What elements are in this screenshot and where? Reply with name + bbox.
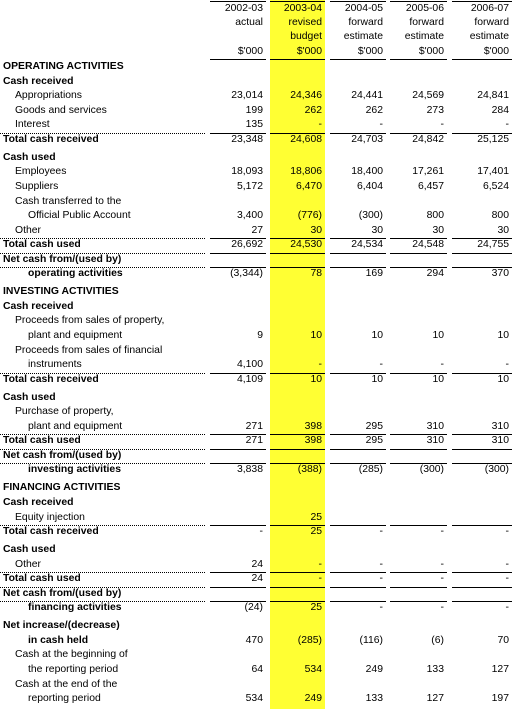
cell-col-0: 27: [251, 224, 263, 236]
cell-col-1: 25: [310, 526, 322, 538]
table-row: [0, 151, 514, 166]
row-label: Suppliers: [15, 180, 59, 192]
cell-col-0: 199: [245, 104, 263, 116]
row-label: in cash held: [28, 634, 89, 646]
cell-col-0: 534: [245, 693, 263, 705]
cell-col-3: -: [440, 558, 444, 570]
cell-col-4: 310: [491, 435, 509, 447]
subtotal-rule: [270, 525, 325, 526]
subtotal-rule: [452, 572, 512, 573]
table-row: [0, 420, 514, 435]
header-line3-col-4: estimate: [469, 31, 509, 42]
subtotal-rule: [330, 449, 386, 450]
row-label: the reporting period: [28, 664, 119, 675]
cell-col-1: 10: [310, 329, 322, 341]
cell-col-0: 5,172: [236, 180, 263, 192]
header-units-col-4: $'000: [483, 46, 509, 57]
row-label: Cash used: [3, 544, 56, 556]
cell-col-0: 23,014: [231, 90, 263, 102]
cell-col-2: 24,441: [351, 90, 383, 102]
row-label: plant and equipment: [28, 329, 123, 341]
cell-col-3: 800: [426, 210, 444, 221]
cell-col-3: 127: [426, 693, 444, 705]
subtotal-rule: [452, 434, 512, 435]
table-row: [0, 314, 514, 329]
cell-col-3: 133: [426, 664, 444, 675]
row-label: FINANCING ACTIVITIES: [3, 482, 121, 494]
header-line2-col-4: forward: [474, 17, 509, 28]
subtotal-rule: [452, 463, 512, 464]
header-years-col-3: 2005-06: [405, 3, 444, 14]
cell-col-1: 25: [310, 511, 322, 523]
subtotal-rule: [330, 434, 386, 435]
row-label: Cash received: [3, 497, 74, 508]
header-units-col-1: $'000: [296, 46, 322, 57]
cell-col-1: -: [318, 558, 322, 570]
row-label: Total cash used: [3, 239, 81, 251]
cell-col-2: -: [379, 573, 383, 585]
cell-col-1: (388): [297, 464, 322, 476]
table-row: [0, 195, 514, 210]
row-label: Other: [15, 558, 41, 570]
table-row: [0, 180, 514, 195]
cell-col-3: 24,842: [412, 133, 444, 145]
cell-col-2: 6,404: [356, 180, 383, 192]
subtotal-rule: [452, 601, 512, 602]
row-label: Cash at the beginning of: [15, 649, 128, 661]
row-label: Cash at the end of the: [15, 678, 118, 690]
cell-col-1: 398: [304, 420, 322, 432]
table-row: [0, 267, 514, 282]
subtotal-rule: [210, 601, 266, 602]
subtotal-rule: [270, 267, 325, 268]
subtotal-rule: [270, 253, 325, 254]
cell-col-0: -: [259, 526, 263, 538]
cell-col-3: (6): [431, 634, 444, 646]
subtotal-rule: [270, 133, 325, 134]
subtotal-rule-label: [0, 267, 205, 268]
cell-col-2: (285): [358, 464, 383, 476]
row-label: Official Public Account: [28, 210, 131, 221]
cell-col-1: 534: [304, 664, 322, 675]
cell-col-1: -: [318, 119, 322, 131]
row-label: operating activities: [28, 268, 123, 280]
row-label: Net cash from/(used by): [3, 253, 122, 265]
cell-col-1: (776): [297, 210, 322, 221]
cell-col-4: -: [505, 359, 509, 370]
subtotal-rule-label: [0, 133, 205, 134]
table-row: [0, 60, 514, 75]
header-units-col-0: $'000: [237, 46, 263, 57]
cell-col-2: 24,703: [351, 133, 383, 145]
header-line2-col-3: forward: [409, 17, 444, 28]
cell-col-3: 30: [432, 224, 444, 236]
subtotal-rule: [452, 238, 512, 239]
subtotal-rule: [330, 463, 386, 464]
subtotal-rule-label: [0, 434, 205, 435]
subtotal-rule: [270, 434, 325, 435]
subtotal-rule-label: [0, 449, 205, 450]
subtotal-rule-label: [0, 601, 205, 602]
table-row: [0, 587, 514, 602]
subtotal-rule: [390, 373, 447, 374]
row-label: reporting period: [28, 693, 101, 705]
table-row: [0, 481, 514, 496]
subtotal-rule: [330, 238, 386, 239]
cell-col-4: -: [505, 602, 509, 614]
cell-col-0: 135: [245, 119, 263, 131]
cell-col-1: 25: [310, 602, 322, 614]
header-line3-col-1: budget: [290, 31, 322, 42]
cell-col-4: -: [505, 558, 509, 570]
cell-col-4: (300): [484, 464, 509, 476]
table-row: [0, 692, 514, 707]
cell-col-2: 10: [371, 373, 383, 385]
cell-col-3: 273: [426, 104, 444, 116]
cell-col-3: 10: [432, 329, 444, 341]
subtotal-rule-label: [0, 572, 205, 573]
table-row: [0, 511, 514, 526]
header-years-col-4: 2006-07: [470, 3, 509, 14]
cell-col-2: -: [379, 359, 383, 370]
subtotal-rule: [452, 267, 512, 268]
row-label: Net cash from/(used by): [3, 587, 122, 599]
cell-col-2: (300): [358, 210, 383, 221]
row-label: plant and equipment: [28, 420, 123, 432]
table-row: [0, 634, 514, 649]
table-row: [0, 75, 514, 90]
subtotal-rule: [210, 525, 266, 526]
row-label: Cash used: [3, 151, 56, 163]
cell-col-2: 249: [365, 664, 383, 675]
table-row: [0, 558, 514, 573]
cell-col-4: -: [505, 573, 509, 585]
table-row: [0, 285, 514, 300]
table-row: [0, 434, 514, 449]
subtotal-rule: [270, 373, 325, 374]
cell-col-0: 64: [251, 664, 263, 675]
cell-col-1: 78: [310, 268, 322, 280]
row-label: OPERATING ACTIVITIES: [3, 61, 124, 72]
subtotal-rule: [452, 525, 512, 526]
subtotal-rule-label: [0, 373, 205, 374]
table-row: [0, 648, 514, 663]
cell-col-4: 17,401: [477, 166, 509, 178]
row-label: Proceeds from sales of financial: [15, 344, 163, 356]
row-label: instruments: [28, 359, 82, 370]
table-row: [0, 449, 514, 464]
cell-col-4: 24,841: [477, 90, 509, 102]
cell-col-3: -: [440, 119, 444, 131]
header-line2-col-2: forward: [348, 17, 383, 28]
row-label: financing activities: [28, 602, 122, 614]
subtotal-rule: [210, 463, 266, 464]
subtotal-rule: [390, 601, 447, 602]
subtotal-rule: [390, 525, 447, 526]
subtotal-rule: [390, 238, 447, 239]
cell-col-2: 24,534: [351, 239, 383, 251]
subtotal-rule: [452, 373, 512, 374]
subtotal-rule: [390, 434, 447, 435]
cell-col-3: (300): [419, 464, 444, 476]
row-label: Total cash used: [3, 573, 81, 585]
subtotal-rule: [210, 572, 266, 573]
subtotal-rule: [270, 601, 325, 602]
cell-col-4: 6,524: [482, 180, 509, 192]
cell-col-2: -: [379, 119, 383, 131]
header-top-rule: [270, 1, 325, 2]
table-row: [0, 525, 514, 540]
subtotal-rule: [390, 449, 447, 450]
header-line2-col-1: revised: [288, 17, 322, 28]
cell-col-1: 18,806: [290, 166, 322, 178]
subtotal-rule-label: [0, 463, 205, 464]
cell-col-4: -: [505, 119, 509, 131]
table-row: [0, 463, 514, 478]
subtotal-rule: [270, 238, 325, 239]
cell-col-2: -: [379, 602, 383, 614]
cell-col-0: 271: [245, 435, 263, 447]
cell-col-3: -: [440, 526, 444, 538]
row-label: Equity injection: [15, 511, 85, 523]
cell-col-1: 30: [310, 224, 322, 236]
cell-col-4: 24,755: [477, 239, 509, 251]
header-top-rule: [452, 1, 512, 2]
cell-col-0: 26,692: [231, 239, 263, 251]
cell-col-4: 127: [491, 664, 509, 675]
subtotal-rule: [452, 133, 512, 134]
row-label: Total cash received: [3, 373, 99, 385]
subtotal-rule: [330, 601, 386, 602]
subtotal-rule: [270, 572, 325, 573]
cell-col-4: 310: [491, 420, 509, 432]
subtotal-rule: [452, 449, 512, 450]
cell-col-3: 24,569: [412, 90, 444, 102]
row-label: Interest: [15, 119, 50, 131]
cell-col-1: 249: [304, 693, 322, 705]
cell-col-2: -: [379, 526, 383, 538]
header-top-rule: [210, 1, 266, 2]
cell-col-3: 24,548: [412, 239, 444, 251]
subtotal-rule: [210, 133, 266, 134]
subtotal-rule-label: [0, 525, 205, 526]
cell-col-1: -: [318, 359, 322, 370]
row-label: Employees: [15, 166, 67, 178]
header-units-col-3: $'000: [418, 46, 444, 57]
cell-col-3: 310: [426, 435, 444, 447]
subtotal-rule: [452, 587, 512, 588]
cell-col-1: 24,608: [290, 133, 322, 145]
row-label: Total cash received: [3, 133, 99, 145]
cell-col-0: 470: [245, 634, 263, 646]
cell-col-2: 295: [365, 435, 383, 447]
row-label: Net increase/(decrease): [3, 620, 120, 632]
cell-col-1: 398: [304, 435, 322, 447]
cell-col-4: 10: [497, 373, 509, 385]
row-label: Other: [15, 224, 41, 236]
subtotal-rule: [210, 238, 266, 239]
cell-col-0: 3,838: [236, 464, 263, 476]
cell-col-0: 4,100: [236, 359, 263, 370]
cell-col-2: 262: [365, 104, 383, 116]
cell-col-1: 6,470: [295, 180, 322, 192]
subtotal-rule: [330, 267, 386, 268]
row-label: Total cash received: [3, 526, 99, 538]
subtotal-rule: [390, 572, 447, 573]
subtotal-rule: [452, 253, 512, 254]
row-label: Net cash from/(used by): [3, 449, 122, 461]
header-years-col-1: 2003-04: [283, 3, 322, 14]
cell-col-2: 10: [371, 329, 383, 341]
subtotal-rule: [330, 133, 386, 134]
table-row: [0, 238, 514, 253]
cell-col-2: -: [379, 558, 383, 570]
cell-col-0: 18,093: [231, 166, 263, 178]
cell-col-3: -: [440, 359, 444, 370]
table-row: [0, 300, 514, 315]
table-row: [0, 133, 514, 148]
cell-col-2: 18,400: [351, 166, 383, 178]
cell-col-0: 4,109: [236, 373, 263, 385]
table-row: [0, 104, 514, 119]
table-row: [0, 391, 514, 406]
subtotal-rule: [390, 253, 447, 254]
table-row: [0, 663, 514, 678]
table-row: [0, 496, 514, 511]
cell-col-3: 17,261: [412, 166, 444, 178]
subtotal-rule: [270, 587, 325, 588]
cell-col-2: 295: [365, 420, 383, 432]
cell-col-4: 10: [497, 329, 509, 341]
subtotal-rule: [390, 463, 447, 464]
table-row: [0, 601, 514, 616]
row-label: investing activities: [28, 464, 121, 476]
cell-col-1: 10: [310, 373, 322, 385]
cell-col-2: 133: [365, 693, 383, 705]
cell-col-0: 3,400: [236, 210, 263, 221]
table-row: [0, 358, 514, 373]
cell-col-4: -: [505, 526, 509, 538]
subtotal-rule: [390, 587, 447, 588]
header-line2-col-0: actual: [235, 17, 263, 28]
row-label: Appropriations: [15, 90, 83, 102]
row-label: INVESTING ACTIVITIES: [3, 286, 119, 298]
header-years-col-0: 2002-03: [224, 3, 263, 14]
cell-col-0: 24: [251, 558, 263, 570]
cell-col-0: (3,344): [230, 268, 263, 280]
subtotal-rule-label: [0, 587, 205, 588]
cell-col-0: (24): [244, 602, 263, 614]
cell-col-4: 800: [491, 210, 509, 221]
subtotal-rule-label: [0, 238, 205, 239]
header-units-col-2: $'000: [357, 46, 383, 57]
cell-col-0: 24: [251, 573, 263, 585]
table-row: [0, 165, 514, 180]
subtotal-rule: [330, 587, 386, 588]
table-row: [0, 619, 514, 634]
cell-col-1: 262: [304, 104, 322, 116]
cell-col-2: (116): [359, 634, 383, 646]
subtotal-rule: [210, 449, 266, 450]
row-label: Cash received: [3, 300, 74, 312]
subtotal-rule: [270, 449, 325, 450]
row-label: Purchase of property,: [15, 406, 114, 418]
row-label: Cash transferred to the: [15, 195, 122, 207]
row-label: Cash received: [3, 75, 74, 87]
table-row: [0, 344, 514, 359]
cell-col-3: 10: [432, 373, 444, 385]
row-label: Total cash used: [3, 435, 81, 447]
header-years-col-2: 2004-05: [344, 3, 383, 14]
subtotal-rule: [390, 267, 447, 268]
cell-col-3: 294: [426, 268, 444, 280]
cell-col-3: -: [440, 573, 444, 585]
table-row: [0, 543, 514, 558]
subtotal-rule: [210, 587, 266, 588]
table-row: [0, 118, 514, 133]
table-row: [0, 253, 514, 268]
table-row: [0, 678, 514, 693]
table-row: [0, 572, 514, 587]
table-row: [0, 373, 514, 388]
cell-col-3: 6,457: [417, 180, 444, 192]
cell-col-4: 284: [491, 104, 509, 116]
cell-col-4: 370: [491, 268, 509, 280]
row-label: Proceeds from sales of property,: [15, 315, 165, 327]
cell-col-3: -: [440, 602, 444, 614]
subtotal-rule: [330, 253, 386, 254]
table-row: [0, 224, 514, 239]
subtotal-rule: [330, 572, 386, 573]
subtotal-rule: [330, 373, 386, 374]
cell-col-4: 197: [491, 693, 509, 705]
cell-col-4: 70: [497, 634, 509, 646]
subtotal-rule: [390, 133, 447, 134]
cell-col-1: 24,530: [290, 239, 322, 251]
subtotal-rule-label: [0, 253, 205, 254]
cell-col-0: 271: [245, 420, 263, 432]
cell-col-4: 25,125: [477, 133, 509, 145]
header-top-rule: [390, 1, 447, 2]
cell-col-0: 9: [257, 329, 263, 341]
table-row: [0, 209, 514, 224]
table-row: [0, 89, 514, 104]
cell-col-2: 30: [371, 224, 383, 236]
cell-col-0: 23,348: [231, 133, 263, 145]
subtotal-rule: [210, 434, 266, 435]
table-row: [0, 405, 514, 420]
cell-col-4: 30: [497, 224, 509, 236]
subtotal-rule: [330, 525, 386, 526]
header-line3-col-2: estimate: [343, 31, 383, 42]
header-line3-col-3: estimate: [404, 31, 444, 42]
header-top-rule: [330, 1, 386, 2]
row-label: Cash used: [3, 391, 56, 403]
cell-col-3: 310: [426, 420, 444, 432]
cell-col-2: 169: [365, 268, 383, 280]
subtotal-rule: [210, 373, 266, 374]
table-row: [0, 329, 514, 344]
cell-col-1: 24,346: [290, 90, 322, 102]
cell-col-1: -: [318, 573, 322, 585]
subtotal-rule: [210, 253, 266, 254]
subtotal-rule: [210, 267, 266, 268]
row-label: Goods and services: [15, 104, 107, 116]
cell-col-1: (285): [297, 634, 322, 646]
subtotal-rule: [270, 463, 325, 464]
